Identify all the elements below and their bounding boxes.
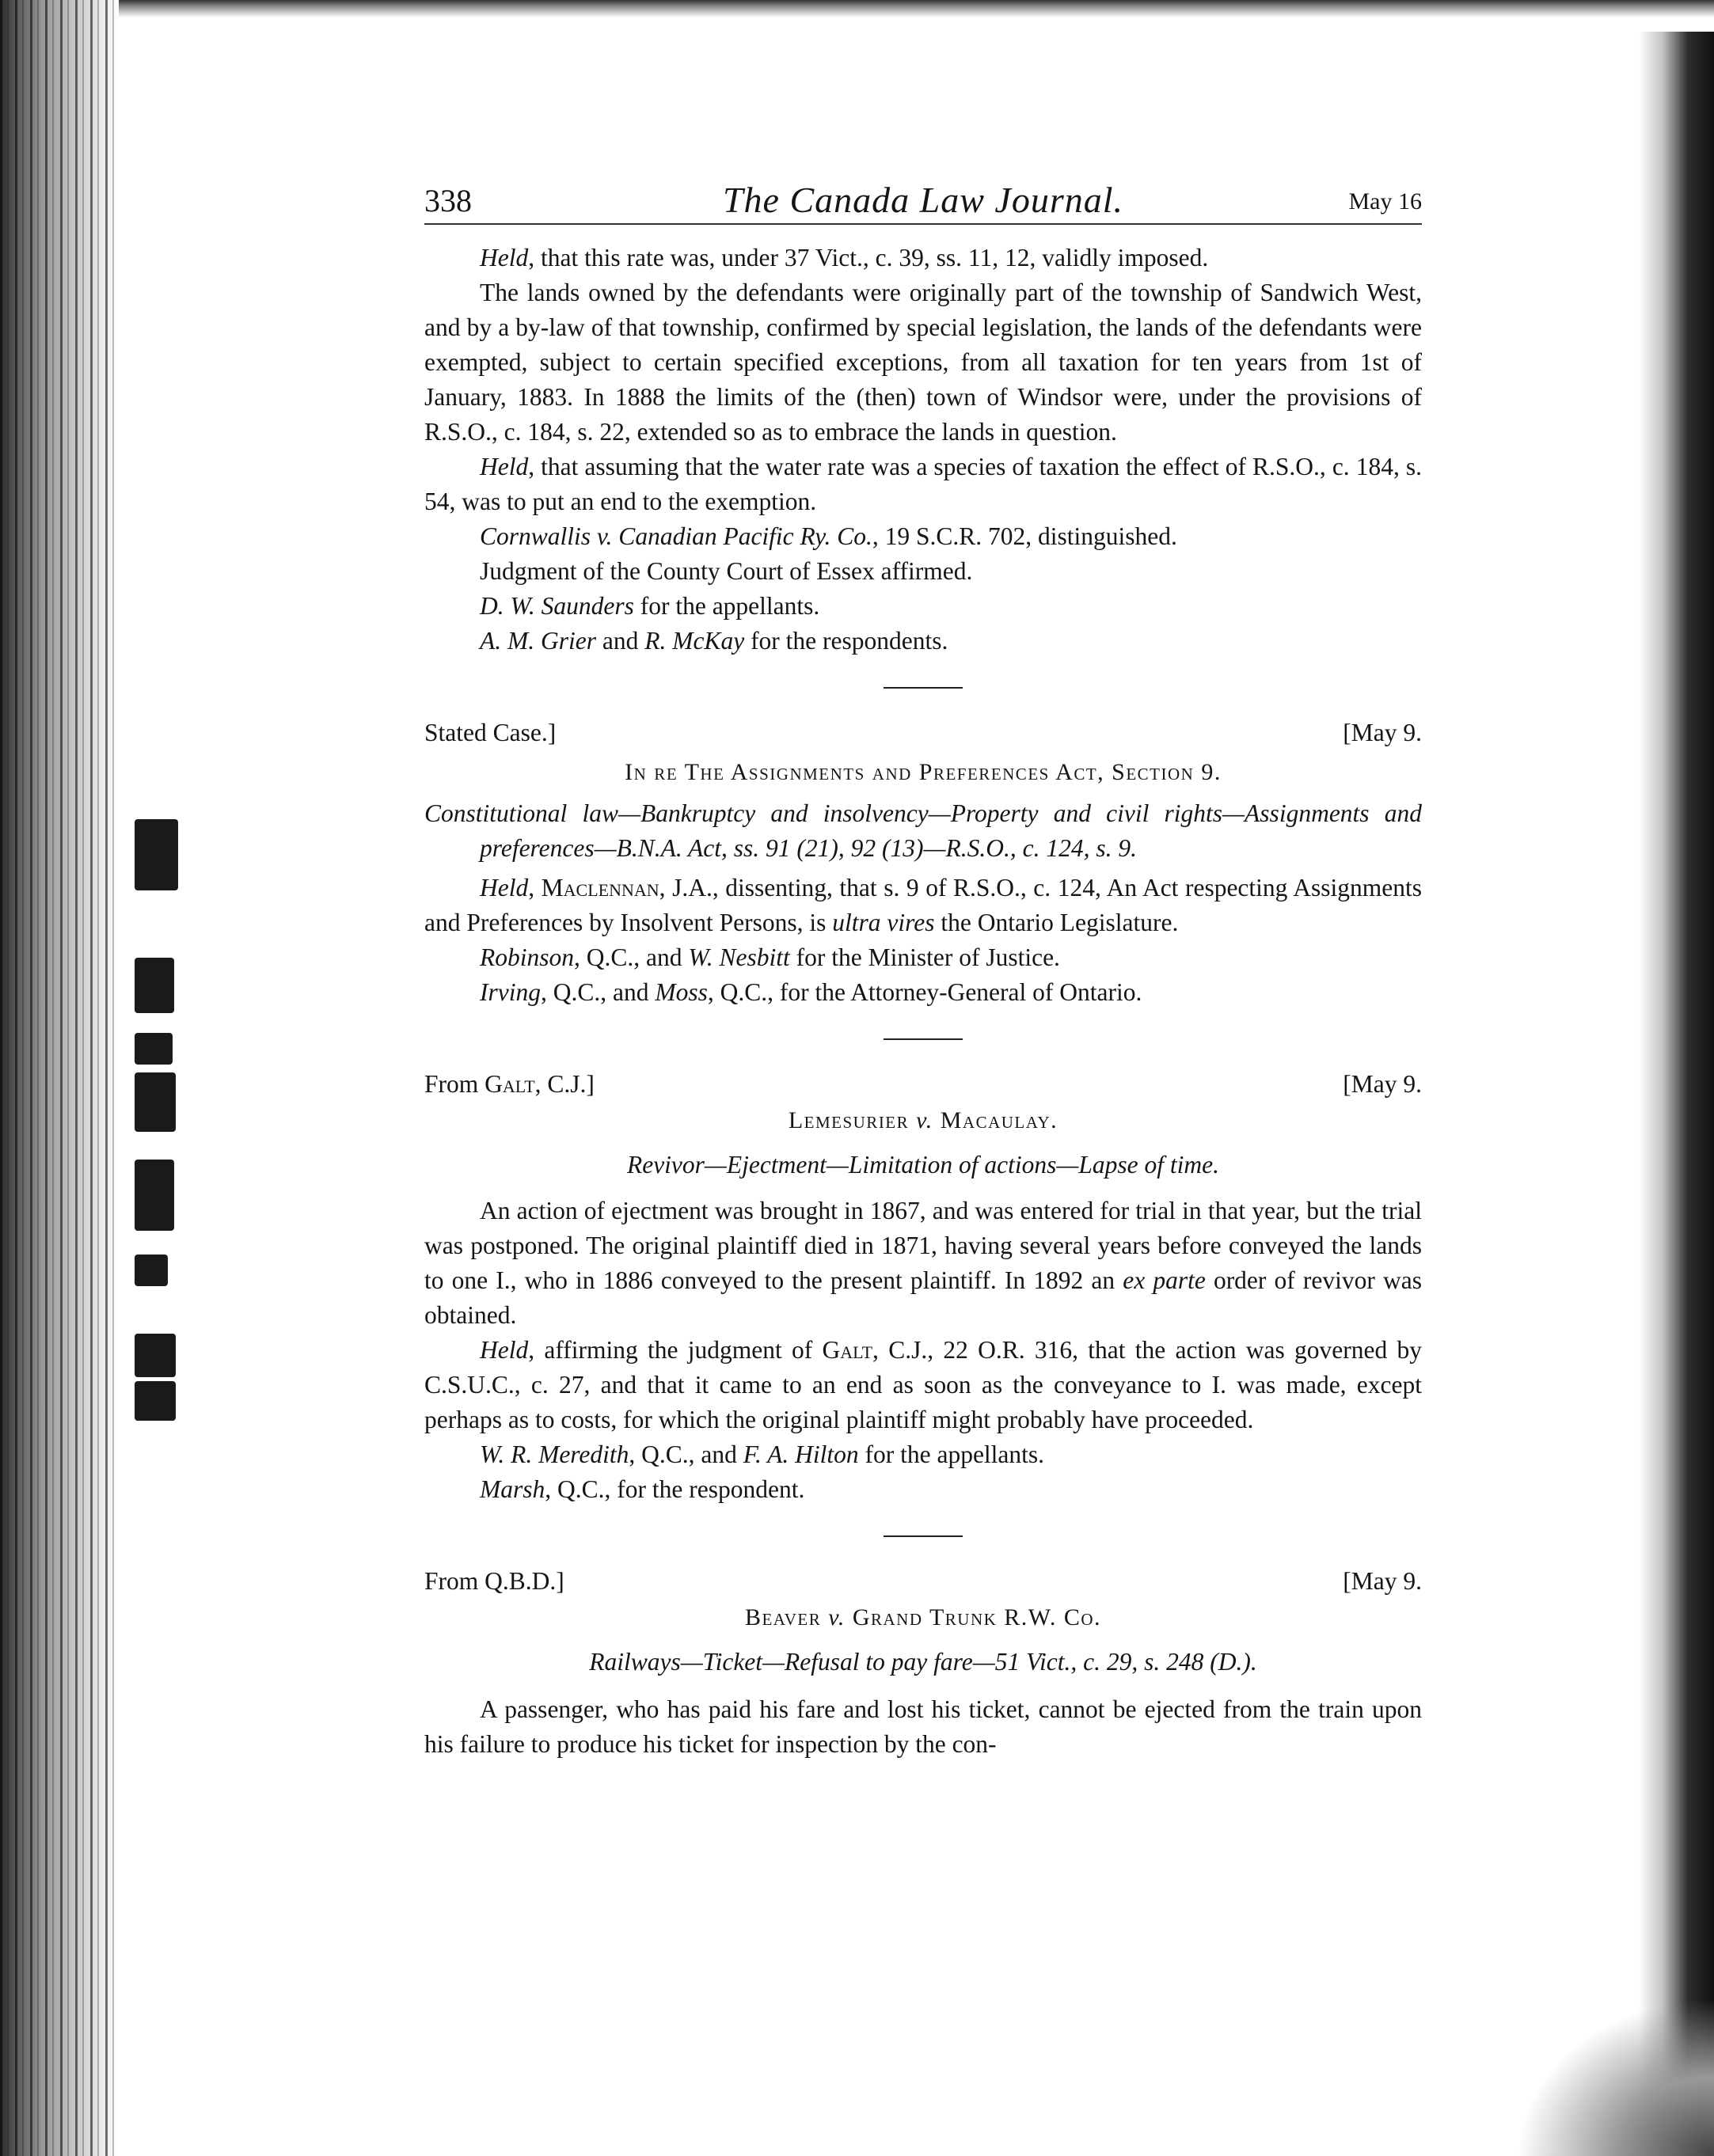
case-3-section bbox=[424, 1065, 1422, 1507]
held-text: the Ontario Legislature. bbox=[934, 909, 1179, 936]
case-2-section bbox=[424, 714, 1422, 1010]
counsel-name: Irving bbox=[480, 978, 541, 1006]
held-paragraph bbox=[424, 241, 1422, 275]
scan-edge-right bbox=[1639, 32, 1714, 2129]
journal-title: The Canada Law Journal. bbox=[722, 180, 1124, 220]
party-name: Beaver bbox=[744, 1604, 822, 1630]
counsel-role: , Q.C., for the respondent. bbox=[545, 1475, 805, 1503]
binding-mark bbox=[135, 1255, 168, 1286]
case-title: In re The Assignments and Preferences Act, Section 9. bbox=[625, 759, 1222, 785]
counsel-name: W. Nesbitt bbox=[688, 943, 790, 971]
held-text: , that this rate was, under 37 Vict., c. 39, ss. 11, 12, validly imposed. bbox=[528, 244, 1209, 271]
party-name: Lemesurier bbox=[788, 1107, 910, 1133]
versus: v. bbox=[821, 1604, 853, 1630]
counsel-name: Marsh bbox=[480, 1475, 545, 1503]
held-paragraph bbox=[424, 450, 1422, 519]
scan-edge-left bbox=[0, 0, 119, 2156]
headnote: Revivor—Ejectment—Limitation of actions—Lapse of time. bbox=[626, 1151, 1220, 1179]
case-title bbox=[424, 1600, 1422, 1635]
held-label: Held bbox=[480, 453, 529, 480]
facts-paragraph bbox=[424, 1194, 1422, 1333]
case-origin: Stated Case.] bbox=[424, 719, 557, 746]
counsel-line bbox=[424, 1437, 1422, 1472]
held-label: Held bbox=[480, 244, 529, 271]
counsel-line bbox=[424, 975, 1422, 1010]
facts-text: An action of ejectment was brought in 1867, and was entered for trial in that year, but the trial was postponed. The original plaintiff died in 1871, having several years before conveyed the lands to one I., who in 1886 conveyed to the present plaintiff. In 1892 an bbox=[424, 1197, 1422, 1294]
binding-mark bbox=[135, 958, 174, 1013]
counsel-line bbox=[424, 624, 1422, 659]
counsel-role: , Q.C., for the Attorney-General of Ontario. bbox=[707, 978, 1142, 1006]
judge-name: Galt bbox=[485, 1070, 535, 1098]
origin-suffix: , C.J.] bbox=[534, 1070, 595, 1098]
party-name: Grand Trunk R.W. Co. bbox=[852, 1604, 1102, 1630]
judge-name: Galt bbox=[822, 1336, 873, 1364]
case-origin-row bbox=[424, 714, 1422, 752]
binding-mark bbox=[135, 1381, 176, 1421]
section-divider bbox=[884, 1038, 963, 1040]
counsel-conjunction: , Q.C., and bbox=[540, 978, 656, 1006]
held-label: Held bbox=[480, 874, 529, 901]
case-title bbox=[424, 1103, 1422, 1138]
counsel-role: for the Minister of Justice. bbox=[789, 943, 1060, 971]
held-paragraph: Held, Maclennan, J.A., dissenting, that s. 9 of R.S.O., c. 124, An Act respecting Assignments and Preferences by Insolvent Persons, is ultra vires the Ontario Legislature. bbox=[424, 874, 1422, 936]
counsel-line bbox=[424, 589, 1422, 624]
page-number: 338 bbox=[424, 183, 472, 218]
headnote: Railways—Ticket—Refusal to pay fare—51 Vict., c. 29, s. 248 (D.). bbox=[589, 1648, 1257, 1676]
counsel-name: W. R. Meredith bbox=[480, 1440, 629, 1468]
counsel-role: for the respondents. bbox=[744, 627, 948, 655]
section-divider bbox=[884, 687, 963, 689]
scan-edge-top bbox=[0, 0, 1714, 17]
latin-phrase: ultra vires bbox=[832, 909, 935, 936]
counsel-name: R. McKay bbox=[644, 627, 745, 655]
counsel-conjunction: and bbox=[595, 627, 645, 655]
counsel-name: D. W. Saunders bbox=[480, 592, 634, 620]
facts-text: order of revivor was obtained. bbox=[424, 1266, 1422, 1329]
facts-paragraph: A passenger, who has paid his fare and lost his ticket, cannot be ejected from the train upon his failure to produce his ticket for inspection by the con- bbox=[424, 1695, 1422, 1758]
case-date: [May 9. bbox=[1343, 1567, 1422, 1595]
held-text: , that assuming that the water rate was a species of taxation the effect of R.S.O., c. 184, s. 54, was to put an end to the exemption. bbox=[424, 453, 1422, 515]
cited-case: Cornwallis v. Canadian Pacific Ry. Co. bbox=[480, 522, 872, 550]
running-head bbox=[424, 176, 1422, 225]
section-divider bbox=[884, 1535, 963, 1537]
counsel-line bbox=[424, 1472, 1422, 1507]
origin-prefix: From bbox=[424, 1070, 485, 1098]
counsel-conjunction: , Q.C., and bbox=[574, 943, 689, 971]
headnote: Constitutional law—Bankruptcy and insolvency—Property and civil rights—Assignments and preferences—B.N.A. Act, ss. 91 (21), 92 (13)—R.S.O., c. 124, s. 9. bbox=[424, 799, 1422, 862]
case-date: [May 9. bbox=[1343, 1070, 1422, 1098]
held-text: , C.J., 22 O.R. 316, that the action was governed by C.S.U.C., c. 27, and that it came to an end as soon as the conveyance to I. was made, except perhaps as to costs, for which the original plaintiff might probably have proceeded. bbox=[424, 1336, 1422, 1433]
page-content bbox=[424, 176, 1422, 1762]
binding-mark bbox=[135, 1334, 176, 1377]
counsel-line bbox=[424, 940, 1422, 975]
counsel-conjunction: , Q.C., and bbox=[629, 1440, 743, 1468]
held-paragraph bbox=[424, 1333, 1422, 1437]
case-origin: From Q.B.D.] bbox=[424, 1567, 564, 1595]
counsel-name: Robinson bbox=[480, 943, 575, 971]
case-4-section bbox=[424, 1562, 1422, 1762]
binding-mark bbox=[135, 1160, 174, 1231]
facts-paragraph: The lands owned by the defendants were originally part of the township of Sandwich West, and by a by-law of that township, confirmed by special legislation, the lands of the defendants were exempted, subject to certain specified exceptions, from all taxation for ten years from 1st of January, 1883. In 1888 the limits of the (then) town of Windsor were, under the provisions of R.S.O., c. 184, s. 22, extended so as to embrace the lands in question. bbox=[424, 279, 1422, 446]
case-origin bbox=[424, 1065, 595, 1103]
binding-mark bbox=[135, 1072, 176, 1132]
latin-phrase: ex parte bbox=[1123, 1266, 1206, 1294]
citation-line bbox=[424, 519, 1422, 554]
case-1-section bbox=[424, 241, 1422, 659]
issue-date: May 16 bbox=[1348, 188, 1422, 214]
judgment-line: Judgment of the County Court of Essex affirmed. bbox=[480, 557, 973, 585]
case-origin-row bbox=[424, 1065, 1422, 1103]
judge-name: Maclennan bbox=[541, 874, 659, 901]
counsel-role: for the appellants. bbox=[858, 1440, 1045, 1468]
citation-text: , 19 S.C.R. 702, distinguished. bbox=[872, 522, 1177, 550]
counsel-name: A. M. Grier bbox=[480, 627, 596, 655]
scan-corner-shadow bbox=[1516, 1998, 1714, 2156]
case-origin-row bbox=[424, 1562, 1422, 1600]
counsel-name: F. A. Hilton bbox=[743, 1440, 859, 1468]
counsel-role: for the appellants. bbox=[633, 592, 820, 620]
versus: v. bbox=[909, 1107, 941, 1133]
binding-mark bbox=[135, 1033, 173, 1065]
binding-mark bbox=[135, 819, 178, 890]
counsel-name: Moss bbox=[655, 978, 708, 1006]
party-name: Macaulay. bbox=[940, 1107, 1058, 1133]
held-label: Held bbox=[480, 1336, 529, 1364]
case-date: [May 9. bbox=[1343, 719, 1422, 746]
held-text: , J.A., dissenting, that s. 9 of R.S.O., c. 124, An Act respecting Assignments and Preferences by Insolvent Persons, is bbox=[424, 874, 1422, 936]
held-text: , affirming the judgment of bbox=[528, 1336, 823, 1364]
